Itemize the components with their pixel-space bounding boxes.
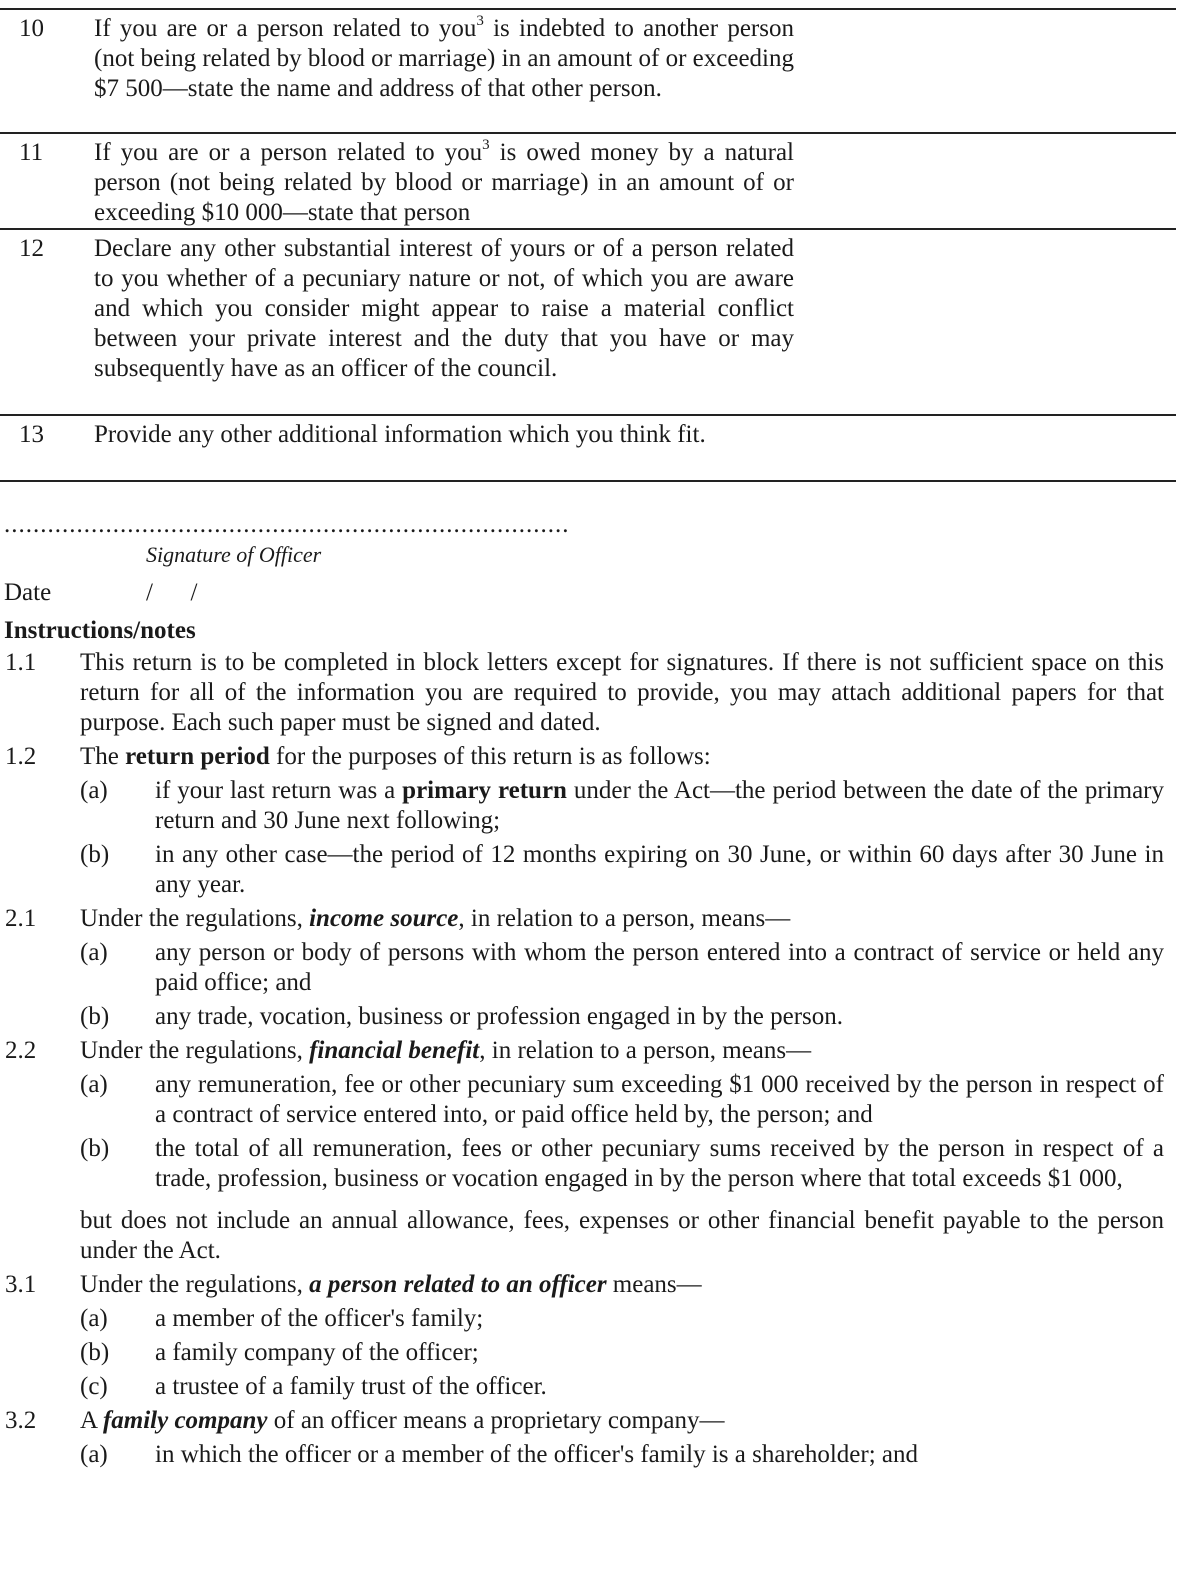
sub-text: in which the officer or a member of the officer's family is a shareholder; and: [155, 1441, 919, 1468]
item-row-12: [0, 228, 1176, 414]
sub-item-a: [80, 1070, 1164, 1130]
defined-term: primary return: [402, 777, 567, 804]
note-number: 2.1: [5, 905, 37, 932]
note-text: Under the regulations, income source, in relation to a person, means—: [80, 905, 791, 932]
sub-text: any person or body of persons with whom the person entered into a contract of service or held any paid office; and: [155, 939, 1164, 996]
sub-text: any remuneration, fee or other pecuniary sum exceeding $1 000 received by the person in respect of a contract of service entered into, or paid office held by, the person; and: [155, 1071, 1164, 1128]
item-number: 10: [19, 15, 44, 42]
item-question: Provide any other additional information which you think fit.: [94, 421, 706, 448]
sub-label: (b): [80, 1003, 110, 1030]
sub-text: the total of all remuneration, fees or other pecuniary sums received by the person in respect of a trade, profession, business or vocation engaged in by the person where that total exceeds $1 000,: [155, 1135, 1164, 1192]
item-number: 12: [19, 235, 44, 262]
sub-label: (a): [80, 939, 108, 966]
sub-item-a: [80, 1304, 1164, 1334]
sub-item-b: [80, 1338, 1164, 1368]
note-number: 1.1: [5, 649, 37, 676]
defined-term: family company: [102, 1407, 268, 1434]
sub-label: (a): [80, 1441, 108, 1468]
date-row: [4, 578, 198, 608]
note-text: A family company of an officer means a proprietary company—: [80, 1407, 725, 1434]
note-1-1: [0, 648, 1181, 738]
note-text: This return is to be completed in block letters except for signatures. If there is not sufficient space on this return for all of the information you are required to provide, you may attach additional papers for that purpose. Each such paper must be signed and dated.: [80, 649, 1164, 736]
note-text: Under the regulations, a person related to an officer means—: [80, 1271, 702, 1298]
instructions-heading: Instructions/notes: [4, 617, 196, 644]
defined-term: return period: [125, 743, 270, 770]
sub-label: (b): [80, 1339, 110, 1366]
item-question: If you are or a person related to you$^3$ is owed money by a natural person (not being related by blood or marriage) in an amount of or exceeding $10 000—state that person: [94, 136, 794, 226]
sub-item-b: [80, 1002, 1164, 1032]
footnote-ref: 3: [482, 136, 490, 153]
sub-item-b: [80, 840, 1164, 900]
note-2-1: [0, 904, 1181, 1032]
signature-label: Signature of Officer: [146, 542, 322, 567]
date-label: Date: [4, 579, 52, 606]
sub-item-c: [80, 1372, 1164, 1402]
sub-text: any trade, vocation, business or profession engaged in by the person.: [155, 1003, 844, 1030]
sub-text: a family company of the officer;: [155, 1339, 479, 1366]
note-3-2: [0, 1406, 1181, 1470]
note-text: The return period for the purposes of this return is as follows:: [80, 743, 711, 770]
sub-label: (a): [80, 1071, 108, 1098]
sub-label: (b): [80, 841, 110, 868]
date-slashes: / /: [146, 579, 198, 606]
defined-term: income source: [309, 905, 459, 932]
sub-label: (a): [80, 1305, 108, 1332]
sub-text: in any other case—the period of 12 months expiring on 30 June, or within 60 days after 30 June in any year.: [155, 841, 1164, 898]
return-items-table: [0, 8, 1176, 482]
sub-text: a member of the officer's family;: [155, 1305, 484, 1332]
instructions-list: [0, 648, 1181, 1474]
note-number: 2.2: [5, 1037, 37, 1064]
sub-label: (a): [80, 777, 108, 804]
defined-term: a person related to an officer: [309, 1271, 607, 1298]
item-row-11: [0, 132, 1176, 228]
note-3-1: [0, 1270, 1181, 1402]
defined-term: financial benefit: [309, 1037, 480, 1064]
signature-line: ..............................................................................: [4, 511, 570, 538]
item-row-10: [0, 8, 1176, 132]
sub-label: (c): [80, 1373, 108, 1400]
sub-item-b: [80, 1134, 1164, 1194]
note-1-2: [0, 742, 1181, 900]
note-number: 3.1: [5, 1271, 37, 1298]
note-number: 1.2: [5, 743, 37, 770]
item-number: 13: [19, 421, 44, 448]
sub-text: if your last return was a primary return under the Act—the period between the date of the primary return and 30 June next following;: [155, 777, 1164, 834]
item-number: 11: [19, 139, 44, 166]
note-number: 3.2: [5, 1407, 37, 1434]
note-2-2: [0, 1036, 1181, 1266]
sub-item-a: [80, 776, 1164, 836]
footnote-ref: 3: [476, 12, 484, 29]
item-question: If you are or a person related to you$^3$ is indebted to another person (not being related by blood or marriage) in an amount of or exceeding $7 500—state the name and address of that other person.: [94, 12, 794, 102]
item-question: Declare any other substantial interest of yours or of a person related to you whether of a pecuniary nature or not, of which you are aware and which you consider might appear to raise a material conflict between your private interest and the duty that you have or may subsequently have as an officer of the council.: [94, 235, 794, 382]
item-row-13: [0, 414, 1176, 482]
sub-item-a: [80, 1440, 1164, 1470]
sub-item-a: [80, 938, 1164, 998]
note-tail-text: but does not include an annual allowance, fees, expenses or other financial benefit payable to the person under the Act.: [80, 1207, 1164, 1264]
note-text: Under the regulations, financial benefit, in relation to a person, means—: [80, 1037, 812, 1064]
sub-text: a trustee of a family trust of the officer.: [155, 1373, 547, 1400]
sub-label: (b): [80, 1135, 110, 1162]
